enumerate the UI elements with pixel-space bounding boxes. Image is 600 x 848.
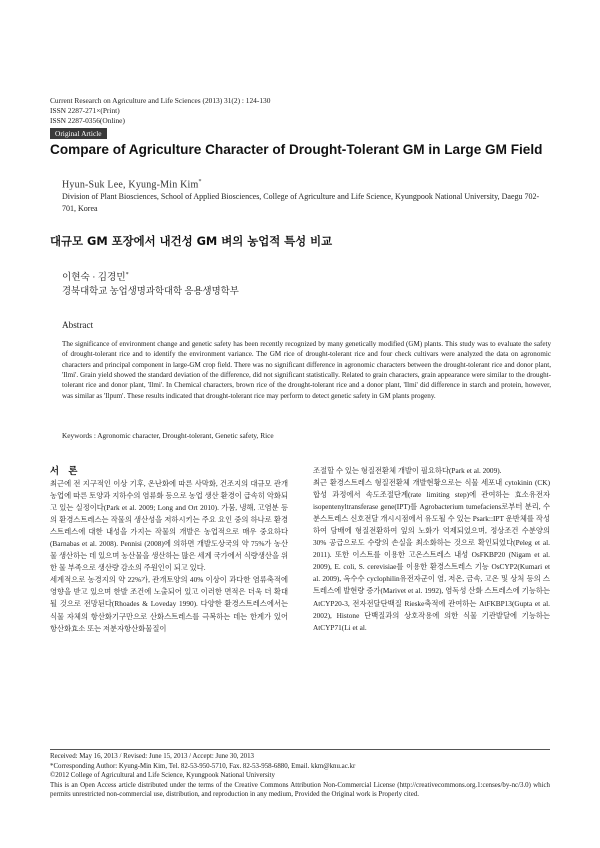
footnote-license: This is an Open Access article distributed under the terms of the Creative Commons Attribution Non-Commercial License (http://creativecommons.org.1:censes/by-nc/3.0) which permits unrestricted non-commercial use, distribution, and reproduction in any medium, Provided the Original work is Properly cited.	[50, 781, 550, 799]
footnote-dates: Received: May 16, 2013 / Revised: June 15, 2013 / Accept: June 30, 2013	[50, 753, 255, 760]
body-paragraph: 최근에 전 지구적인 이상 기후, 온난화에 따른 사막화, 건조지의 대규모 관개농업에 따른 토양과 지하수의 염류화 등으로 농업 생산 환경이 급속히 악화되고 있는 실정이다(Park et al. 2009; Long and Ort 2010). 가뭄, 냉해, 고염분 등의 환경스트레스는 작물의 생산성을 저하시키는 주요 요인 중의 하나로 환경스트레스에 대한 내성을 가지는 작물의 개발은 농업적으로 매우 중요하다(Barnabas et al. 2008). Pennisi (2008)에 의하면 개발도상국의 약 75%가 농산물 생산하는 데 있으며 농산물을 생산하는 많은 세계 국가에서 식량생산을 위한 물 부족으로 생산량 감소의 주원인이 되고 있다.	[50, 479, 288, 573]
authors-ko-names: 이현숙 · 김경민	[62, 272, 126, 284]
corresponding-mark-en: *	[198, 179, 202, 185]
keywords: Keywords : Agronomic character, Drought-tolerant, Genetic safety, Rice	[62, 431, 274, 440]
journal-header	[50, 96, 270, 127]
article-title-en: Compare of Agriculture Character of Drought-Tolerant GM in Large GM Field	[50, 142, 543, 157]
footnote-copyright: ©2012 College of Agricultural and Life Science, Kyungpook National University	[50, 772, 275, 780]
body-column-left	[50, 478, 288, 635]
journal-citation: Current Research on Agriculture and Life Sciences (2013) 31(2) : 124-130	[50, 96, 271, 105]
body-paragraph: 세계적으로 농경지의 약 22%가, 관개토양의 40% 이상이 과다한 염류축적에 영향을 받고 있으며 한발 조건에 노출되어 있고 이러한 면적은 더욱 더 확대될 것으로 전망된다(Rhoades & Loveday 1990). 다양한 환경스트레스에서는 식물 자체의 항산화기구만으로 산화스트레스를 극복하는 데는 한계가 있어 항산화효소 또는 저분자항산화물질이	[50, 575, 288, 633]
affiliation-ko: 경북대학교 농업생명과학대학 응용생명학부	[62, 287, 239, 297]
affiliation-en: Division of Plant Biosciences, School of Applied Biosciences, College of Agriculture and Life Science, Kyungpook National University, Daegu 702-701, Korea	[62, 192, 540, 214]
footnote-corresponding-author: *Corresponding Author: Kyung-Min Kim, Tel. 82-53-950-5710, Fax. 82-53-958-6880, Email. kkm@knu.ac.kr	[50, 762, 356, 770]
abstract-text: The significance of environment change and genetic safety has been recently recognized by many genetically modified (GM) plants. This study was to evaluate the safety of drought-tolerant rice and to identify the environment variance. The GM rice of drought-tolerant rice and four check cultivars were analyzed the data on agronomic characters and principal component in large-GM crop field. There was no significant difference in agronomic characters between the drought-tolerant rice and donor plant, 'Ilmi'. Grain yield showed the standard deviation of the difference, did not significant statistically. Related to grain characters, grain appearance were similar to the drought-tolerant rice and donor plant, 'Ilmi'. In Chemical characters, brown rice of the drought-tolerant rice and a donor plant, 'Ilmi' did difference in starch and protein, however, was similar as 'Ilpum'. These results indicated that drought-tolerant rice may perform to detect genetic safety in GM plants progeny.	[62, 340, 551, 400]
footnote-divider	[50, 749, 550, 750]
body-paragraph: 조절할 수 있는 형질전환체 개발이 필요하다(Park et al. 2009).	[313, 466, 502, 475]
corresponding-mark-ko: *	[125, 272, 129, 278]
article-type-badge: Original Article	[50, 128, 107, 139]
authors-en-names: Hyun-Suk Lee, Kyung-Min Kim	[62, 179, 199, 191]
issn-online: ISSN 2287-0356(Online)	[50, 116, 125, 126]
issn-print: ISSN 2287-271×(Print)	[50, 106, 120, 116]
footnotes	[50, 752, 550, 800]
section-heading-introduction: 서 론	[50, 466, 81, 477]
article-title-ko: 대규모 GM 포장에서 내건성 GM 벼의 농업적 특성 비교	[50, 234, 333, 248]
authors-en	[62, 176, 202, 191]
authors-ko	[62, 269, 129, 284]
body-paragraph: 최근 환경스트레스 형질전환체 개발현황으로는 식물 세포내 cytokinin (CK) 합성 과정에서 속도조절단계(rate limiting step)에 관여하는 효소유전자 isopentenyltransferase gene(IPT)를 Agrobacterium tumefaciens로부터 분리, 수분스트레스 신호전달 개시시점에서 유도될 수 있는 Psark::IPT 운반체를 작성하여 담배에 형질전환하여 잎의 노화가 억제되었으며, 정상조건 수분양의 30% 공급으로도 수량의 손실을 최소화하는 것으로 확인되었다(Peleg et al. 2011). 또한 이스트를 이용한 고온스트레스 내성 OsFKBP20 (Nigam et al. 2009), E. coli, S. cerevisiae를 이용한 환경스트레스 기능 OsCYP2(Kumari et al. 2009), 옥수수 cyclophilin유전자군이 염, 저온, 금속, 고온 및 상처 등의 스트레스에 발현량 증가(Marivet et al. 1992), 염독성 산화 스트레스에 기능하는 AtCYP20-3, 전자전달단백질 Rieske축적에 관여하는 AtFKBP13(Gupta et al. 2002), Histone 단백질과의 상호작용에 의한 식물 기관발달에 기능하는 AtCYP71(Li et al.	[313, 478, 550, 632]
body-column-right	[313, 465, 550, 634]
abstract-heading: Abstract	[62, 320, 94, 330]
